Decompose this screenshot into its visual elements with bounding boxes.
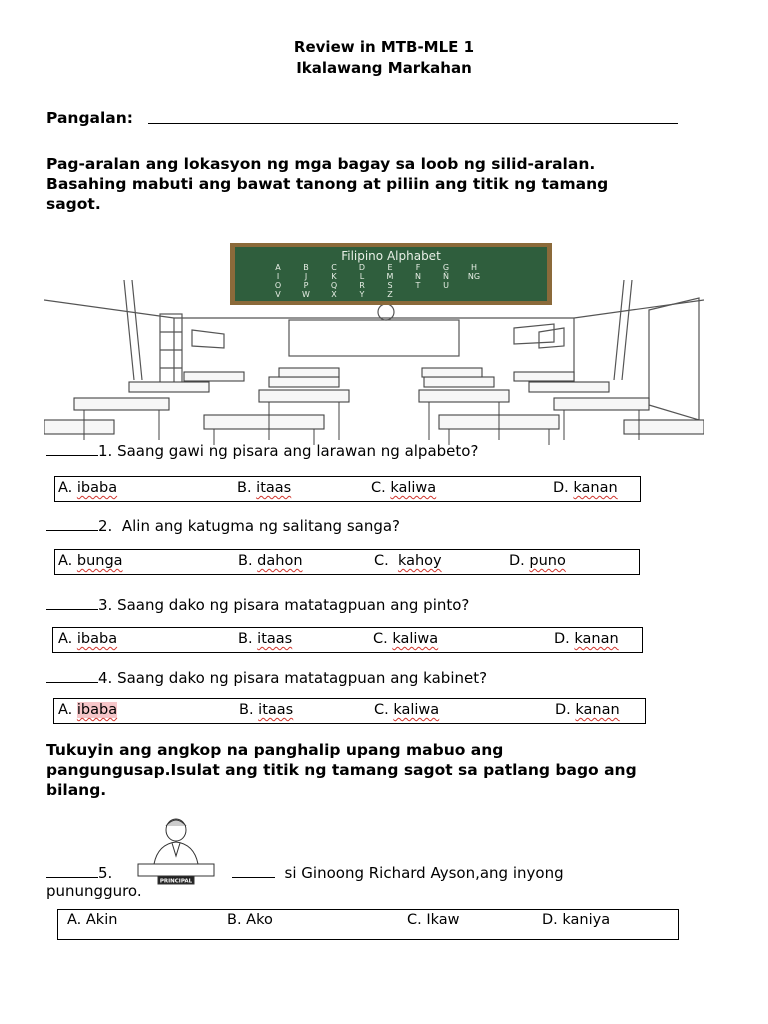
alphabet-chalkboard xyxy=(230,243,552,305)
option-b[interactable]: B. itaas xyxy=(238,631,293,647)
chalkboard-title: Filipino Alphabet xyxy=(341,249,441,263)
option-b[interactable]: B. itaas xyxy=(237,480,292,496)
question-text: Saang dako ng pisara matatagpuan ang kabinet? xyxy=(117,669,488,687)
question-text: Saang gawi ng pisara ang larawan ng alpabeto? xyxy=(117,442,479,460)
option-b[interactable]: B. dahon xyxy=(238,553,303,569)
chalkboard-letter: F xyxy=(415,263,421,272)
instructions-line: Basahing mabuti ang bawat tanong at piliin ang titik ng tamang xyxy=(46,175,609,193)
instructions-line: Tukuyin ang angkop na panghalip upang mabuo ang xyxy=(46,741,504,759)
question-number: 2. xyxy=(98,517,113,535)
chalkboard-letter: N xyxy=(415,272,421,281)
question-5 xyxy=(46,863,112,882)
option-a[interactable]: A. ibaba xyxy=(58,702,118,718)
chalkboard-letter: L xyxy=(359,272,365,281)
chalkboard-letter: Z xyxy=(387,290,393,299)
question-number: 5. xyxy=(98,864,113,882)
chalkboard-letter: G xyxy=(442,263,450,272)
instructions-line: Pag-aralan ang lokasyon ng mga bagay sa loob ng silid-aralan. xyxy=(46,155,596,173)
option-c[interactable]: C. kaliwa xyxy=(373,631,439,647)
classroom-image xyxy=(44,240,704,445)
chalkboard-letter: E xyxy=(387,263,393,272)
chalkboard-letter: O xyxy=(274,281,282,290)
option-a[interactable]: A. Akin xyxy=(67,912,118,928)
instructions-line: pangungusap.Isulat ang titik ng tamang sagot sa patlang bago ang xyxy=(46,761,637,779)
option-c[interactable]: C. kaliwa xyxy=(374,702,440,718)
option-c[interactable]: C. kahoy xyxy=(374,553,442,569)
chalkboard-letter: S xyxy=(387,281,393,290)
question-text: si Ginoong Richard Ayson,ang inyong xyxy=(284,864,564,882)
option-d[interactable]: D. kanan xyxy=(555,702,620,718)
option-d[interactable]: D. kaniya xyxy=(542,912,611,928)
worksheet-subtitle: Ikalawang Markahan xyxy=(296,59,472,77)
question-3 xyxy=(46,595,469,614)
question-5-sentence xyxy=(232,863,564,882)
option-d[interactable]: D. puno xyxy=(509,553,566,569)
chalkboard-letter: X xyxy=(331,290,337,299)
question-2 xyxy=(46,516,400,535)
answer-blank[interactable] xyxy=(46,668,98,683)
instructions-line: bilang. xyxy=(46,781,107,799)
instructions-part1 xyxy=(46,154,746,214)
option-c[interactable]: C. Ikaw xyxy=(407,912,460,928)
chalkboard-letter: K xyxy=(331,272,337,281)
answer-blank[interactable] xyxy=(46,441,98,456)
chalkboard-letter: B xyxy=(303,263,309,272)
principal-label: PRINCIPAL xyxy=(159,878,193,885)
answer-blank[interactable] xyxy=(46,595,98,610)
option-d[interactable]: D. kanan xyxy=(553,480,618,496)
chalkboard-letter: R xyxy=(359,281,365,290)
chalkboard-letter: D xyxy=(358,263,366,272)
option-d[interactable]: D. kanan xyxy=(554,631,619,647)
options-box-4 xyxy=(53,698,646,724)
question-4 xyxy=(46,668,487,687)
chalkboard-letter: NG xyxy=(467,272,481,281)
options-box-2 xyxy=(54,549,640,575)
question-text-continued: punungguro. xyxy=(46,882,142,900)
chalkboard-letter: U xyxy=(443,281,449,290)
option-a[interactable]: A. bunga xyxy=(58,553,123,569)
instructions-line: sagot. xyxy=(46,195,101,213)
option-b[interactable]: B. itaas xyxy=(239,702,294,718)
question-text: Alin ang katugma ng salitang sanga? xyxy=(121,517,401,535)
question-number: 4. xyxy=(98,669,113,687)
chalkboard-letter: V xyxy=(275,290,281,299)
principal-illustration xyxy=(128,816,224,886)
answer-blank[interactable] xyxy=(46,516,98,531)
options-box-1 xyxy=(54,476,641,502)
chalkboard-letter: H xyxy=(470,263,478,272)
chalkboard-letter: T xyxy=(415,281,421,290)
chalkboard-letter: Ñ xyxy=(443,272,449,281)
option-a[interactable]: A. ibaba xyxy=(58,480,118,496)
question-number: 3. xyxy=(98,596,113,614)
chalkboard-letter: W xyxy=(302,290,310,299)
chalkboard-letter: A xyxy=(275,263,281,272)
question-1 xyxy=(46,441,478,460)
question-text: Saang dako ng pisara matatagpuan ang pinto? xyxy=(117,596,470,614)
name-label: Pangalan: xyxy=(46,109,133,127)
worksheet-title: Review in MTB-MLE 1 xyxy=(293,38,475,56)
option-c[interactable]: C. kaliwa xyxy=(371,480,437,496)
chalkboard-letter: J xyxy=(304,272,308,281)
sentence-blank[interactable] xyxy=(232,863,275,878)
chalkboard-letter: Q xyxy=(330,281,338,290)
name-field[interactable] xyxy=(148,123,678,124)
options-box-3 xyxy=(52,627,643,653)
chalkboard-letter: P xyxy=(303,281,309,290)
chalkboard-letter: Y xyxy=(359,290,365,299)
option-b[interactable]: B. Ako xyxy=(227,912,273,928)
instructions-part2 xyxy=(46,740,756,800)
chalkboard-letter: M xyxy=(386,272,394,281)
option-a[interactable]: A. ibaba xyxy=(58,631,118,647)
chalkboard-letter: I xyxy=(276,272,280,281)
question-number: 1. xyxy=(98,442,113,460)
options-box-5 xyxy=(57,909,679,940)
chalkboard-letter: C xyxy=(331,263,337,272)
answer-blank[interactable] xyxy=(46,863,98,878)
